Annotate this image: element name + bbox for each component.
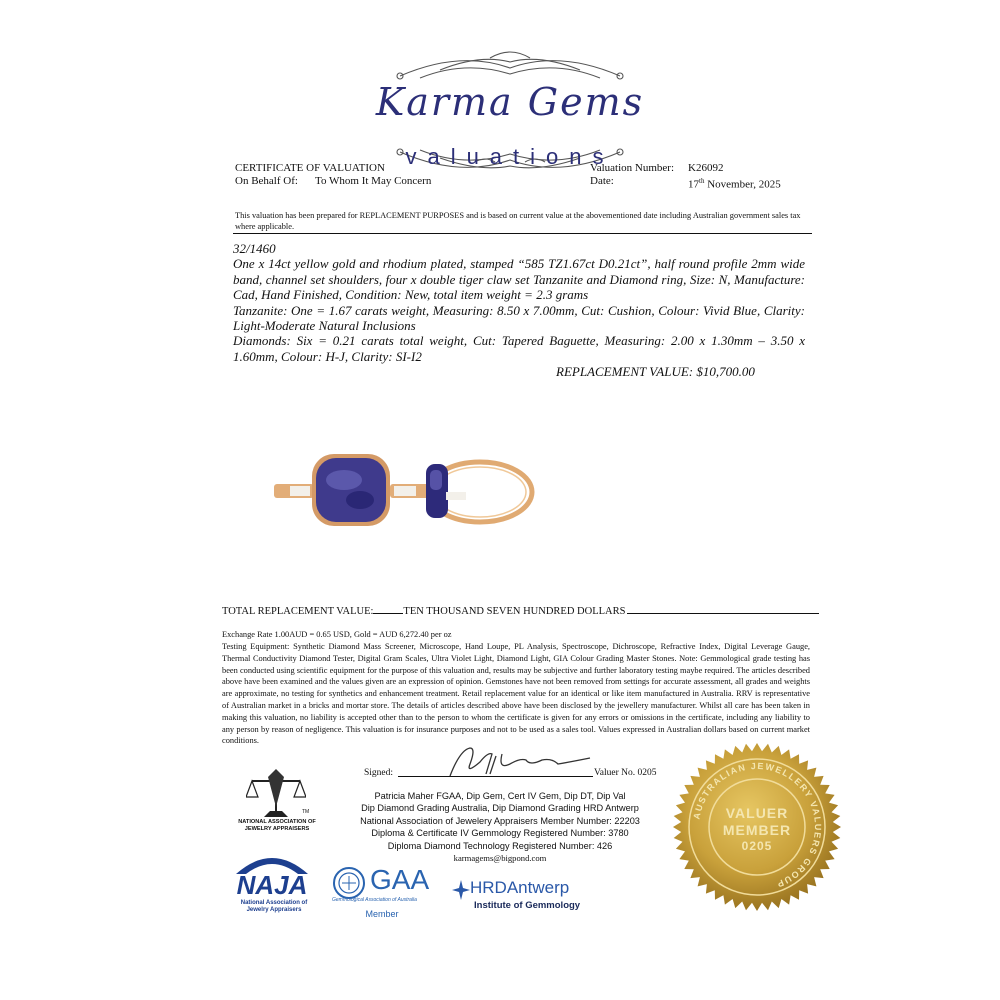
date-value: 17th November, 2025 [688,177,781,191]
seal-line-member: MEMBER [722,822,792,838]
diamond-details: Diamonds: Six = 0.21 carats total weight, Cut: Tapered Baguette, Measuring: 2.00 x 1.30mm – 3.50 x 1.60mm, Colour: H-J, Clarity: SI-I2 [233,333,805,364]
naja-mark: NAJA [236,870,308,900]
credential-line: Dip Diamond Grading Australia, Dip Diamond Grading HRD Antwerp [361,803,639,814]
ring-front-view [274,454,430,526]
hrd-antwerp-logo [452,878,602,918]
brand-logo [340,40,680,170]
total-label: TOTAL REPLACEMENT VALUE: [222,606,374,617]
valuer-number: Valuer No. 0205 [594,768,657,778]
scales-of-justice-icon [246,767,306,819]
divider [233,233,812,234]
gaa-member-label: Member [365,909,399,919]
valuation-number-value: K26092 [688,162,724,174]
tanzanite-details: Tanzanite: One = 1.67 carats weight, Measuring: 8.50 x 7.00mm, Cut: Cushion, Colour: Vivid Blue, Clarity: Light-Moderate Natural Inclusions [233,302,805,334]
credential-line: Diploma Diamond Technology Registered Number: 426 [387,840,613,851]
naja-logo [232,848,312,918]
credential-line: Diploma & Certificate IV Gemmology Registered Number: 3780 [371,828,629,839]
total-value: TEN THOUSAND SEVEN HUNDRED DOLLARS [403,606,626,617]
gaa-mark: GAA [370,864,430,895]
sparkle-icon [452,880,470,900]
signature-icon [440,740,600,780]
seal-line-valuer: VALUER [725,805,789,821]
naj-trademark: TM [302,809,310,815]
hrd-caption: Institute of Gemmology [474,900,581,911]
signed-label: Signed: [364,768,394,778]
brand-script-name: Karma Gems [375,80,645,124]
behalf-label: On Behalf Of: [235,175,298,187]
valuers-group-seal [672,742,842,912]
date-label: Date: [590,175,614,187]
item-description-block [233,241,805,364]
total-replacement-line [222,603,819,618]
hrd-mark: HRDAntwerp [470,878,570,897]
naj-caption: NATIONAL ASSOCIATION OF JEWELRY APPRAISERS [238,819,316,832]
seal-ring-text: AUSTRALIAN JEWELLERY VALUERS GROUP [691,760,824,890]
item-description: One x 14ct yellow gold and rhodium plated, stamped “585 TZ1.67ct D0.21ct”, half round profile 2mm wide band, channel set shoulders, four x double tiger claw set Tanzanite and Diamond ring, Size: N, Manufacture: Cad, Hand Finished, Condition: New, total item weight = 2.3 grams [233,256,805,303]
credential-line: National Association of Jewelery Appraisers Member Number: 22203 [360,815,640,826]
valuation-number-label: Valuation Number: [590,162,675,174]
exchange-rate: Exchange Rate 1.00AUD = 0.65 USD, Gold = AUD 6,272.40 per oz [222,630,452,639]
credential-line: Patricia Maher FGAA, Dip Gem, Cert IV Gem, Dip DT, Dip Val [374,791,626,801]
ring-photo [270,450,550,530]
certificate-title: CERTIFICATE OF VALUATION [235,162,385,174]
purpose-note: This valuation has been prepared for REPLACEMENT PURPOSES and is based on current value at the abovementioned date including Australian government sales tax where applicable. [235,211,801,231]
brand-subtitle: valuations [405,144,615,169]
replacement-value: REPLACEMENT VALUE: $10,700.00 [556,364,755,379]
ring-side-view [426,462,532,522]
seal-line-number: 0205 [741,839,773,853]
contact-email: karmagems@bigpond.com [453,853,547,864]
gaa-caption: Gemmological Association of Australia [332,897,417,903]
behalf-value: To Whom It May Concern [315,175,432,187]
gaa-logo [332,866,432,922]
naja-caption: National Association of Jewelry Appraisers [240,900,308,913]
credentials-block [340,790,660,864]
item-reference: 32/1460 [233,241,276,256]
naj-logo [232,767,322,837]
gaa-globe-icon [332,866,366,900]
disclaimer-text: Testing Equipment: Synthetic Diamond Mass Screener, Microscope, Hand Loupe, PL Analysis, Spectroscope, Dichroscope, Refractive Index, Digital Leverage Gauge, Thermal Conductivity Diamond Tester, Digital Gram Scales, Ultra Violet Light, Diamond Light, GIA Colour Grading Master Stones. Note: Gemmological grade testing has been conducted using scientific equipment for the purpose of this valuation and, results may be subjective and further laboratory testing maybe required. The articles described above have been examined and the values given are an expression of opinion. Gemstones have not been removed from settings for accurate assessment, all grades and weights are approximate, no testing for synthetics and enhancement treatment. Retail replacement value for an identical or like item manufactured in Australia. RRV is representative of Australian market in a bricks and mortar store. The details of articles described above have been disclosed by the jewellery manufacturer. Whilst all care has been taken in making this valuation, no liability is accepted other than to the person to whom the certificate is given for any errors or omissions in the certificate, including any liability to any person by reason of negligence. This valuation is for insurance purposes and not to be used as a sales tool. Values expressed in Australian dollars based on current market conditions. [222,642,810,746]
